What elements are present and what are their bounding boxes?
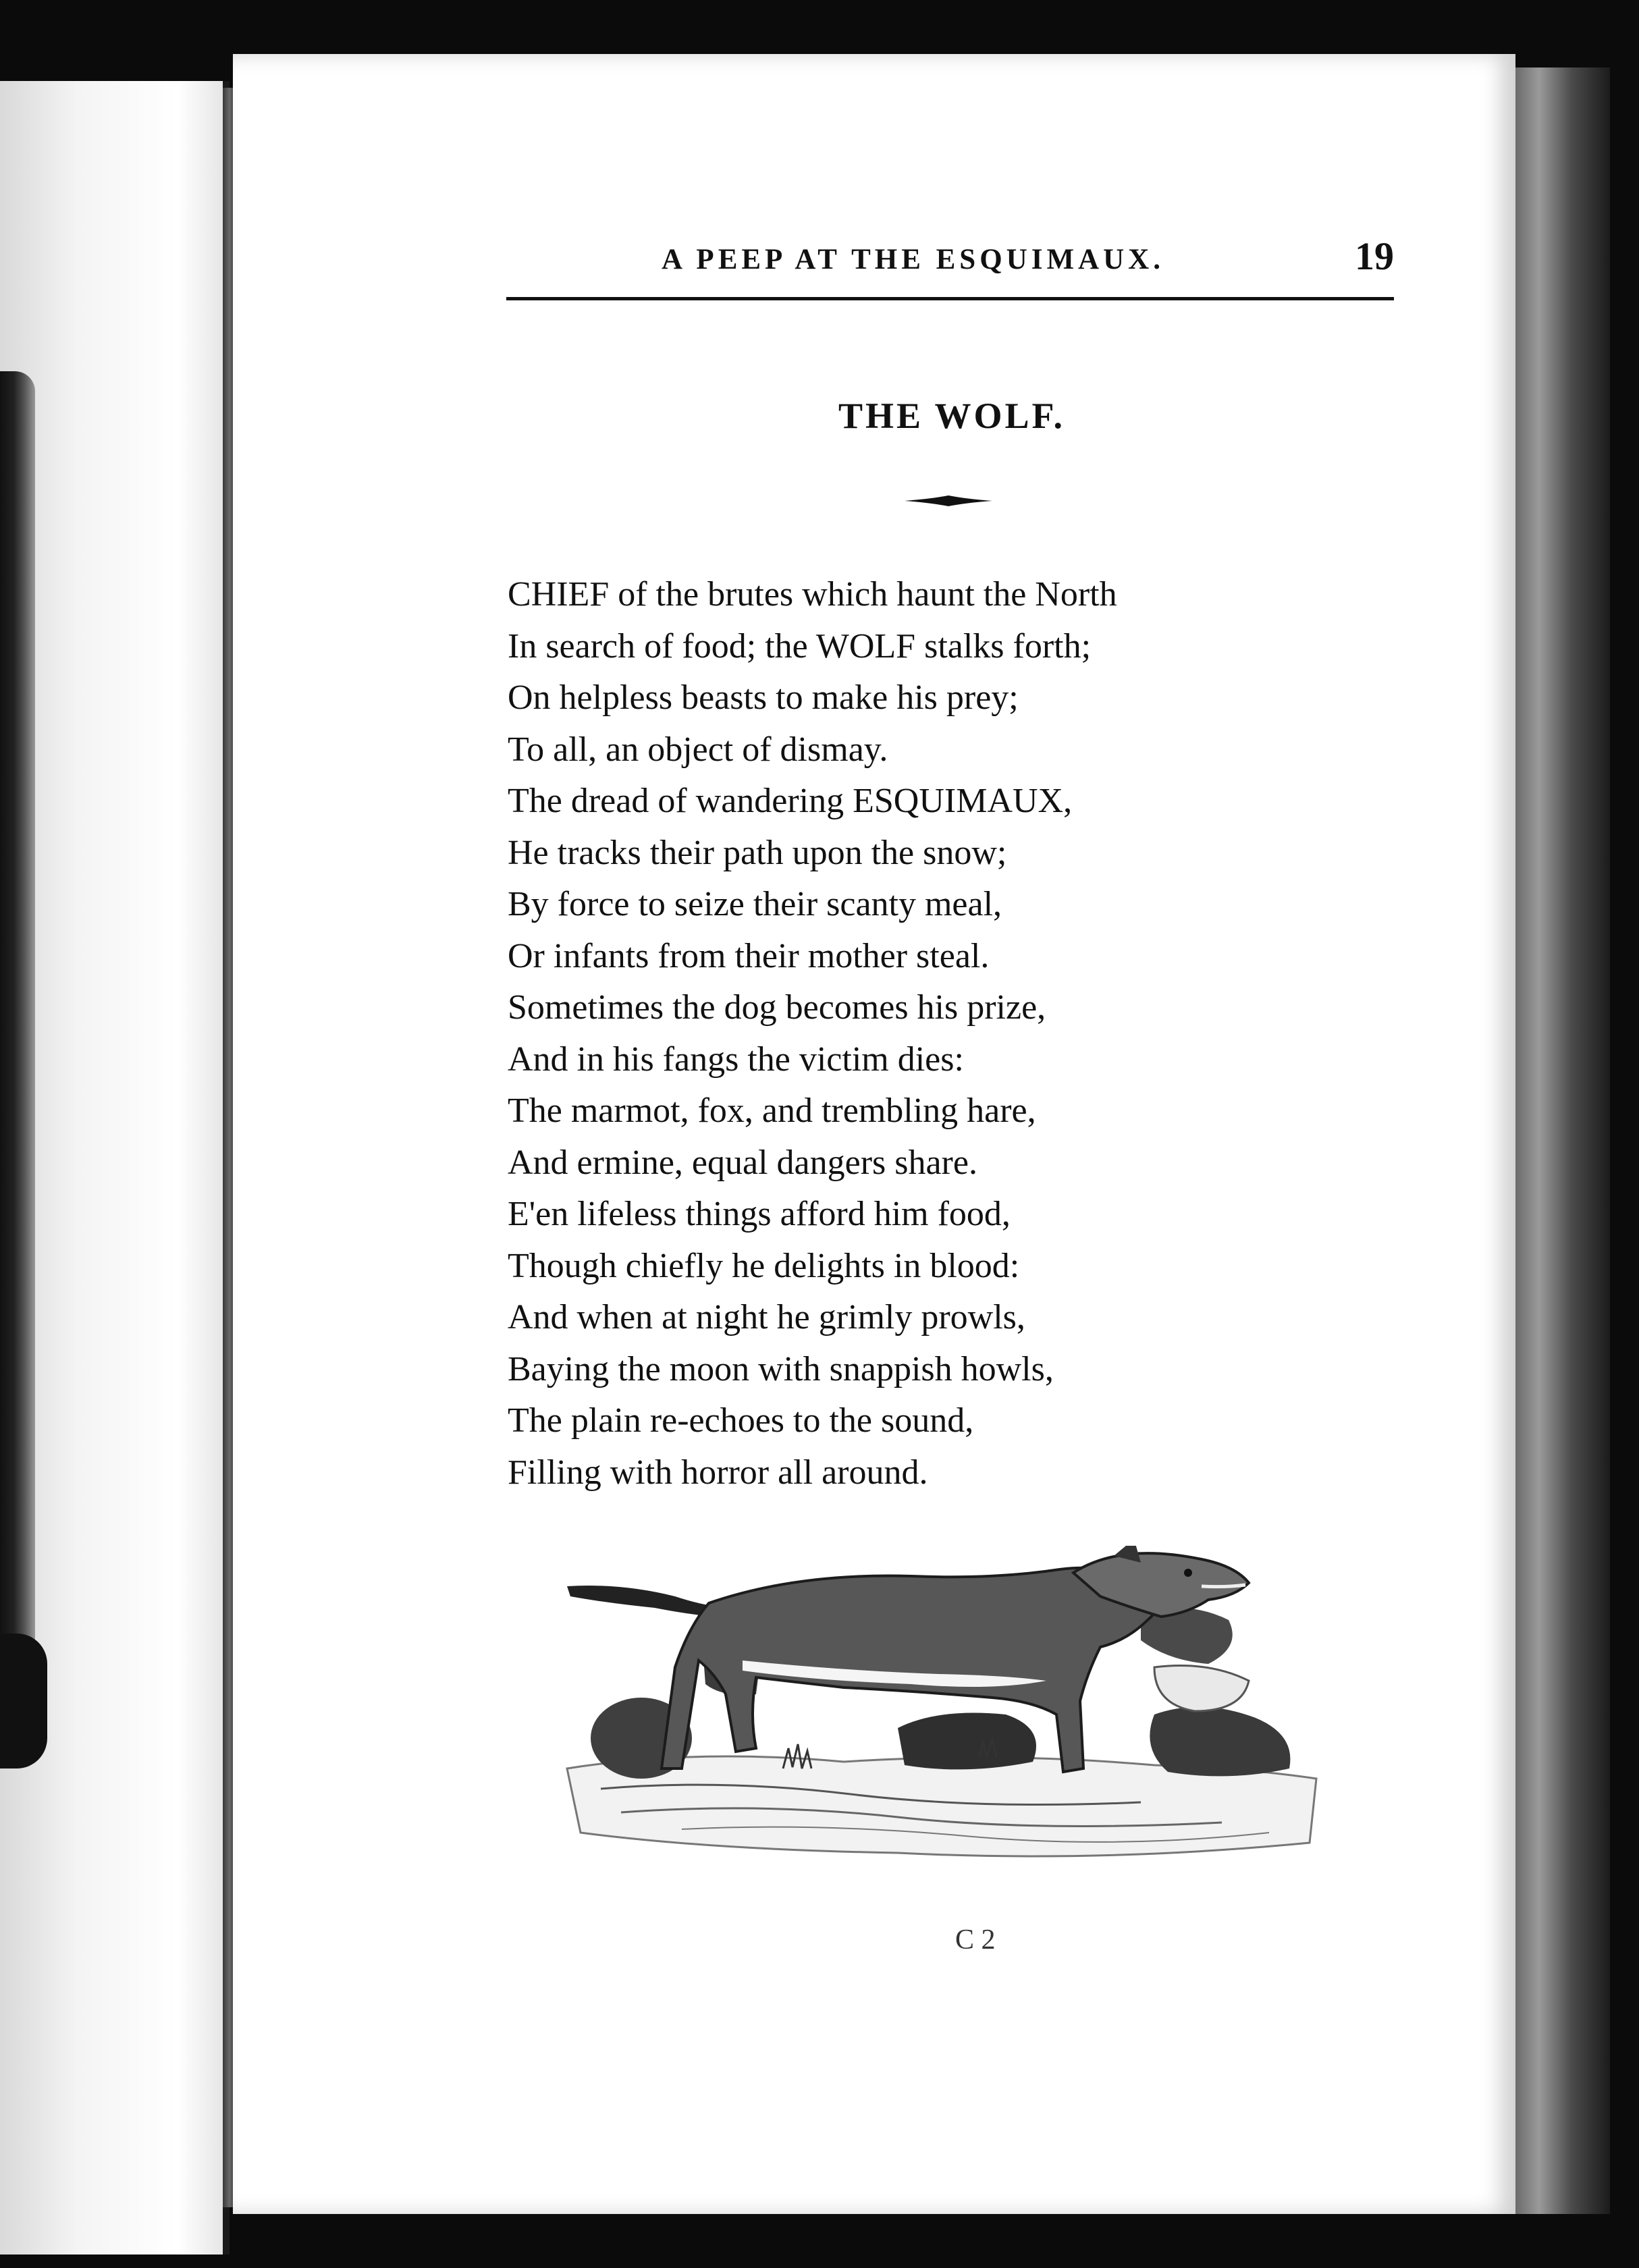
facing-page-edge — [0, 81, 230, 2254]
page-number: 19 — [1355, 234, 1394, 278]
poem-line: The marmot, fox, and trembling hare, — [508, 1091, 1036, 1130]
poem-line: To all, an object of dismay. — [508, 730, 888, 769]
page-fore-edge — [1515, 68, 1610, 2214]
facing-page-illustration-edge — [0, 371, 35, 1742]
poem-line: Filling with horror all around. — [508, 1453, 928, 1492]
poem-line: Sometimes the dog becomes his prize, — [508, 988, 1046, 1027]
ornament-dash-icon — [905, 493, 992, 509]
poem-line: On helpless beasts to make his prey; — [508, 678, 1019, 717]
running-head — [506, 182, 1394, 300]
wolf-woodcut-illustration — [560, 1546, 1323, 1870]
poem-line: By force to seize their scanty meal, — [508, 885, 1002, 923]
poem-line: He tracks their path upon the snow; — [508, 833, 1007, 872]
poem-line: In search of food; the WOLF stalks forth; — [508, 626, 1092, 666]
running-head-title: A PEEP AT THE ESQUIMAUX. — [662, 244, 1164, 275]
poem-body — [508, 569, 1385, 1498]
poem-line: The dread of wandering ESQUIMAUX, — [508, 782, 1073, 820]
poem-line: Baying the moon with snappish howls, — [508, 1349, 1054, 1388]
poem-line: And in his fangs the victim dies: — [508, 1040, 964, 1079]
poem-line: Though chiefly he delights in blood: — [508, 1246, 1020, 1285]
facing-page-ink-blot — [0, 1634, 47, 1769]
poem-line: CHIEF of the brutes which haunt the North — [508, 575, 1117, 614]
poem-line: And ermine, equal dangers share. — [508, 1143, 977, 1182]
poem-line: E'en lifeless things afford him food, — [508, 1195, 1011, 1233]
poem-line: The plain re-echoes to the sound, — [508, 1401, 974, 1440]
poem-line: And when at night he grimly prowls, — [508, 1298, 1025, 1336]
poem-line: Or infants from their mother steal. — [508, 936, 990, 975]
signature-mark: C 2 — [955, 1924, 996, 1955]
poem-title: THE WOLF. — [838, 396, 1066, 436]
